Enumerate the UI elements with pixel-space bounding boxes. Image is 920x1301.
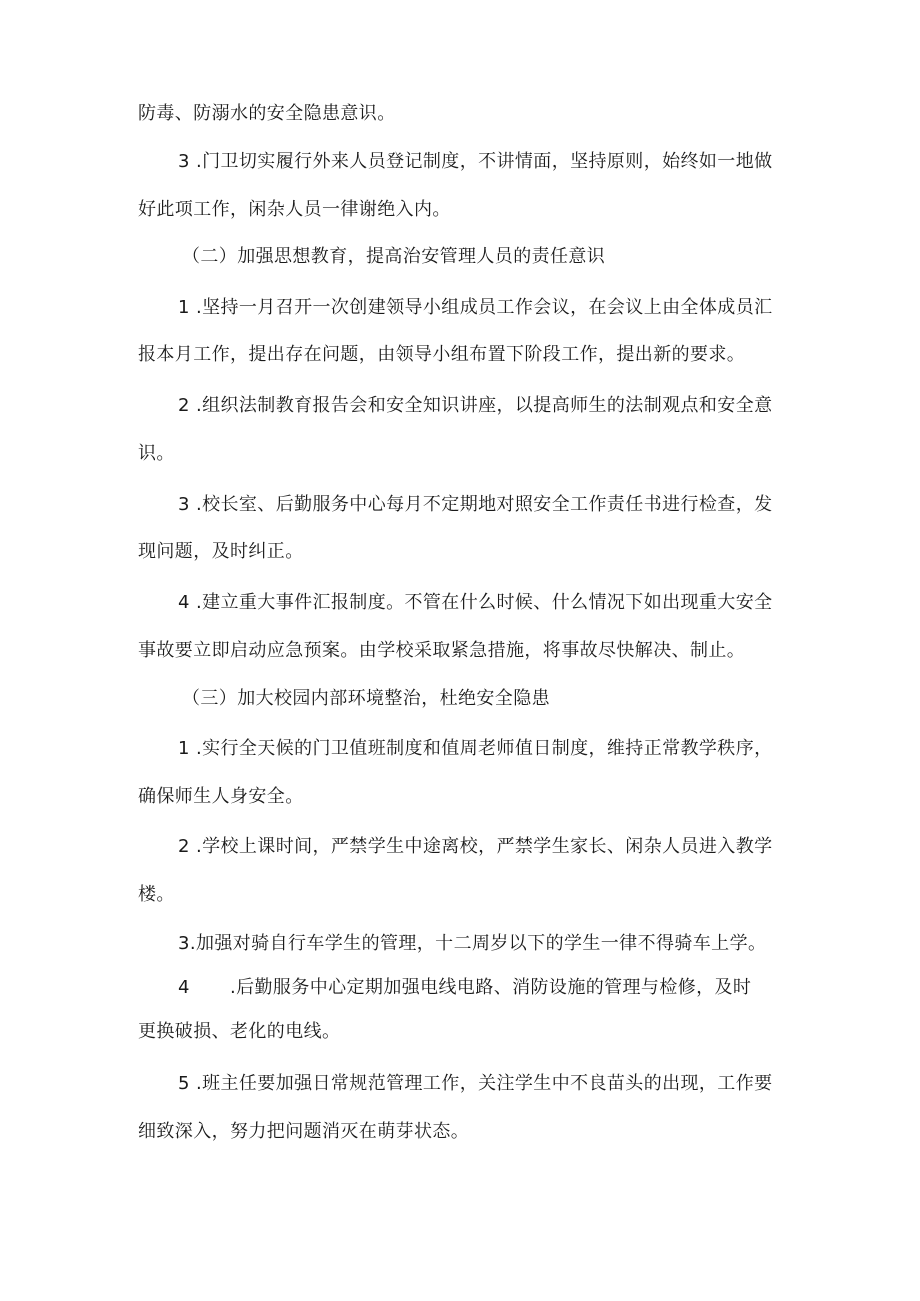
text-line: 2 .学校上课时间，严禁学生中途离校，严禁学生家长、闲杂人员进入教学: [178, 836, 773, 857]
text-line: 3 .门卫切实履行外来人员登记制度，不讲情面，坚持原则，始终如一地做: [178, 151, 773, 172]
text-line: 4 .建立重大事件汇报制度。不管在什么时候、什么情况下如出现重大安全: [178, 592, 773, 613]
text-line: 楼。: [138, 884, 175, 905]
text-line: 细致深入，努力把问题消灭在萌芽状态。: [138, 1121, 470, 1142]
text-line: 3 .校长室、后勤服务中心每月不定期地对照安全工作责任书进行检查，发: [178, 494, 773, 515]
item-number: 4: [178, 977, 190, 998]
section-heading: （三）加大校园内部环境整治，杜绝安全隐患: [182, 688, 550, 709]
text-line: 1 .实行全天候的门卫值班制度和值周老师值日制度，维持正常教学秩序，: [178, 738, 773, 759]
text-line: .后勤服务中心定期加强电线电路、消防设施的管理与检修，及时: [230, 977, 752, 998]
text-line: 识。: [138, 443, 175, 464]
section-heading: （二）加强思想教育，提高治安管理人员的责任意识: [182, 246, 606, 267]
text-line: 5 .班主任要加强日常规范管理工作，关注学生中不良苗头的出现，工作要: [178, 1073, 773, 1094]
text-line: 2 .组织法制教育报告会和安全知识讲座，以提高师生的法制观点和安全意: [178, 395, 773, 416]
text-line: 1 .坚持一月召开一次创建领导小组成员工作会议，在会议上由全体成员汇: [178, 297, 773, 318]
text-line: 报本月工作，提出存在问题，由领导小组布置下阶段工作，提出新的要求。: [138, 344, 746, 365]
text-line: 防毒、防溺水的安全隐患意识。: [138, 103, 396, 124]
text-line: 确保师生人身安全。: [138, 786, 304, 807]
text-line: 事故要立即启动应急预案。由学校采取紧急措施，将事故尽快解决、制止。: [138, 640, 746, 661]
text-line: 现问题，及时纠正。: [138, 541, 304, 562]
text-line: 好此项工作，闲杂人员一律谢绝入内。: [138, 199, 451, 220]
text-line: 更换破损、老化的电线。: [138, 1021, 341, 1042]
text-line: 3.加强对骑自行车学生的管理，十二周岁以下的学生一律不得骑车上学。: [178, 933, 767, 954]
